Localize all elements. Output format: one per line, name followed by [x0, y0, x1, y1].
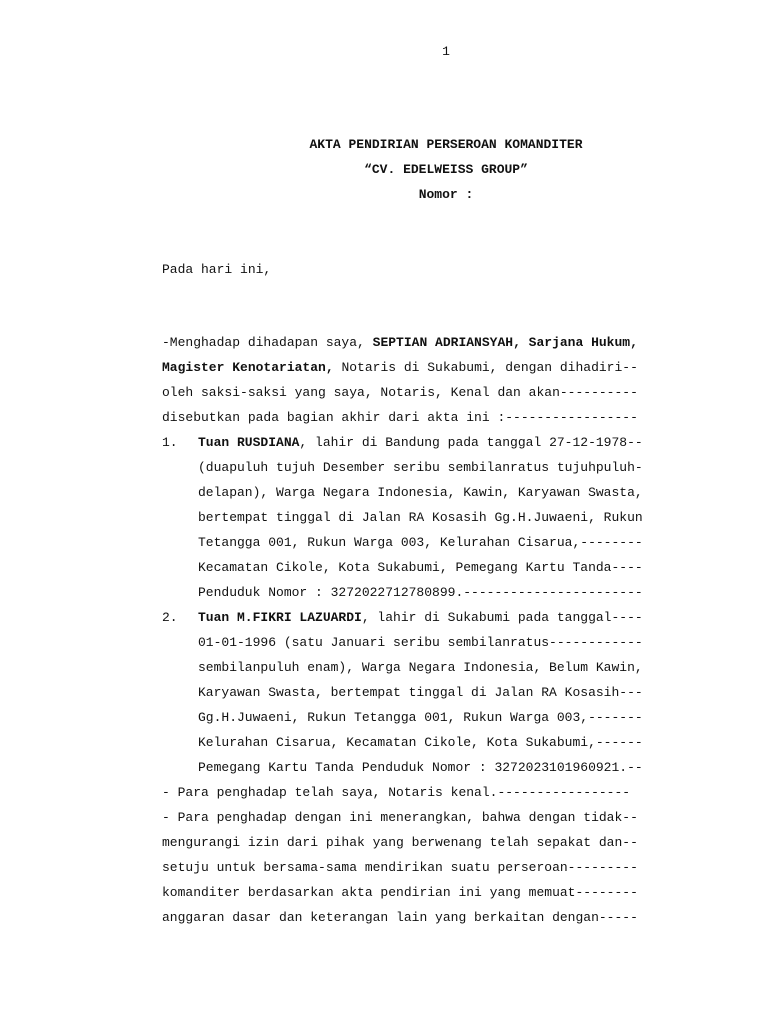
intro-line-1	[162, 335, 638, 351]
intro-text: Notaris di Sukabumi, dengan dihadiri--	[333, 360, 638, 375]
person-1-line: Kecamatan Cikole, Kota Sukabumi, Pemegang Kartu Tanda----	[198, 560, 643, 575]
person-name: Tuan M.FIKRI LAZUARDI	[198, 610, 362, 625]
closing-line: setuju untuk bersama-sama mendirikan suatu perseroan---------	[162, 860, 638, 875]
intro-line-4: disebutkan pada bagian akhir dari akta ini :-----------------	[162, 410, 638, 425]
person-2-first-line	[198, 610, 643, 626]
intro-line-3: oleh saksi-saksi yang saya, Notaris, Kenal dan akan----------	[162, 385, 638, 400]
person-2-line: Karyawan Swasta, bertempat tinggal di Jalan RA Kosasih---	[198, 685, 643, 700]
person-1-line: (duapuluh tujuh Desember seribu sembilanratus tujuhpuluh-	[198, 460, 643, 475]
closing-line: komanditer berdasarkan akta pendirian ini yang memuat--------	[162, 885, 638, 900]
person-2-line: sembilanpuluh enam), Warga Negara Indonesia, Belum Kawin,	[198, 660, 643, 675]
company-name: “CV. EDELWEISS GROUP”	[364, 162, 528, 177]
person-2-line: Gg.H.Juwaeni, Rukun Tetangga 001, Rukun Warga 003,-------	[198, 710, 643, 725]
closing-line: - Para penghadap telah saya, Notaris kenal.-----------------	[162, 785, 631, 800]
intro-line-2	[162, 360, 638, 376]
opening-line: Pada hari ini,	[162, 262, 272, 277]
person-1-line: Tetangga 001, Rukun Warga 003, Kelurahan Cisarua,--------	[198, 535, 643, 550]
deed-title: AKTA PENDIRIAN PERSEROAN KOMANDITER	[309, 137, 583, 152]
person-1-line: Penduduk Nomor : 3272022712780899.-----------------------	[198, 585, 643, 600]
page-number: 1	[442, 44, 450, 59]
person-1-line: delapan), Warga Negara Indonesia, Kawin, Karyawan Swasta,	[198, 485, 643, 500]
person-detail: , lahir di Sukabumi pada tanggal----	[361, 610, 643, 625]
person-2-line: 01-01-1996 (satu Januari seribu sembilanratus------------	[198, 635, 643, 650]
person-2-line: Kelurahan Cisarua, Kecamatan Cikole, Kota Sukabumi,------	[198, 735, 643, 750]
closing-line: - Para penghadap dengan ini menerangkan, bahwa dengan tidak--	[162, 810, 638, 825]
deed-number-label: Nomor :	[418, 187, 474, 202]
list-number: 2.	[162, 610, 178, 625]
person-1-first-line	[198, 435, 643, 451]
notary-title: Magister Kenotariatan,	[162, 360, 334, 375]
person-name: Tuan RUSDIANA	[198, 435, 300, 450]
list-number: 1.	[162, 435, 178, 450]
person-2-line: Pemegang Kartu Tanda Penduduk Nomor : 3272023101960921.--	[198, 760, 643, 775]
closing-line: anggaran dasar dan keterangan lain yang berkaitan dengan-----	[162, 910, 638, 925]
person-1-line: bertempat tinggal di Jalan RA Kosasih Gg.H.Juwaeni, Rukun	[198, 510, 643, 525]
intro-text: -Menghadap dihadapan saya,	[162, 335, 373, 350]
person-detail: , lahir di Bandung pada tanggal 27-12-1978--	[299, 435, 643, 450]
notary-name: SEPTIAN ADRIANSYAH, Sarjana Hukum,	[372, 335, 638, 350]
closing-line: mengurangi izin dari pihak yang berwenang telah sepakat dan--	[162, 835, 638, 850]
